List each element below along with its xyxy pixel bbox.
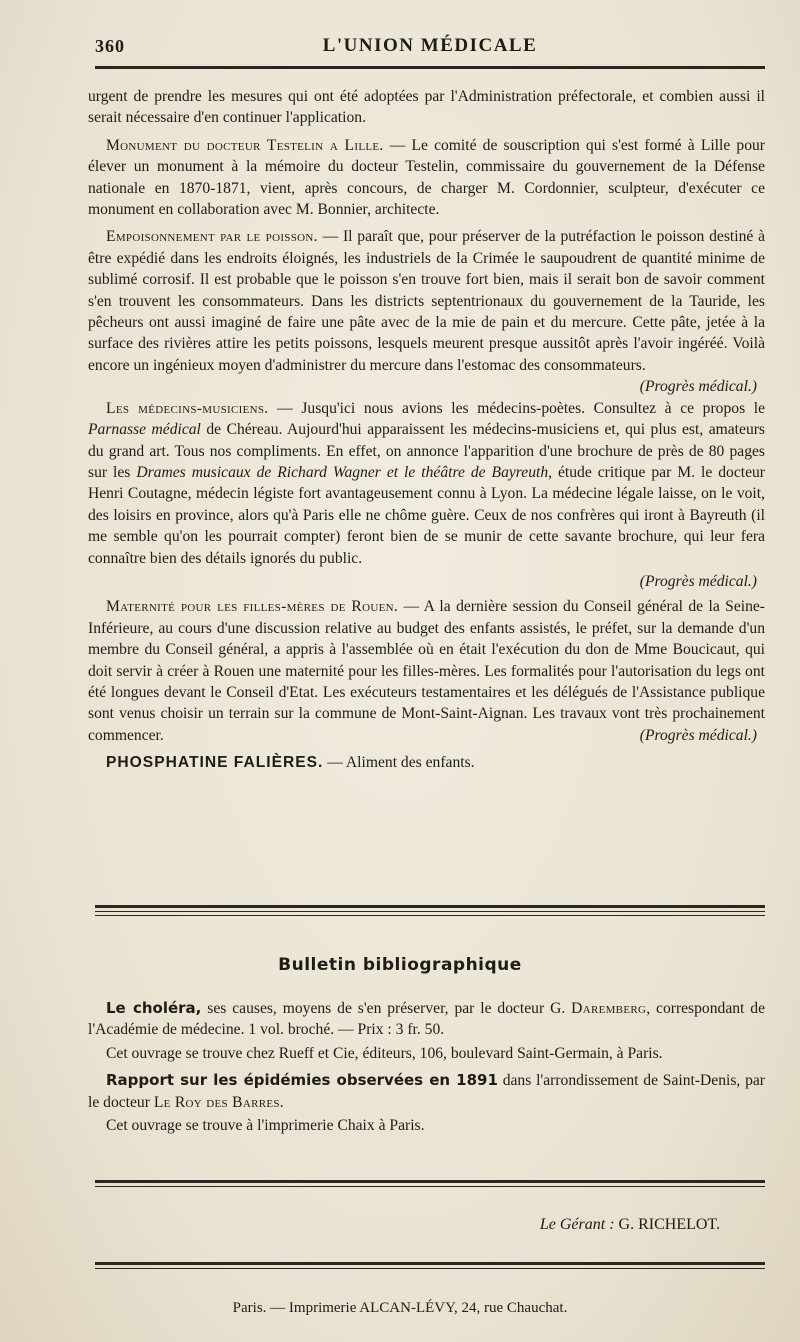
news-body: étude critique par M. le docteur Henri Coutagne, médecin légiste fort avantageusement connu à Lyon. La médecine légale laisse, on le voit, des loisirs en province, alors qu'à Paris elle ne chôme guère. Ceux de nos confrères qui iront à Bayreuth (il me semble qu'on les pourrait compter) feront bien de se munir de cette savante brochure, qui leur fera connaître bien des détails ignorés du public. xyxy=(88,463,765,567)
footer-rule xyxy=(95,1186,765,1187)
header-rule xyxy=(95,66,765,69)
news-heading: Les médecins-musiciens. xyxy=(106,399,269,417)
footer-rule xyxy=(95,1180,765,1183)
printer-imprint: Paris. — Imprimerie ALCAN-LÉVY, 24, rue Chauchat. xyxy=(232,1300,568,1316)
gerant-signature xyxy=(540,1216,720,1234)
news-source: (Progrès médical.) xyxy=(639,572,757,590)
news-body: — Le comité de souscription qui s'est formé à Lille pour élever un monument à la mémoire du docteur Testelin, commissaire du gouvernement de la Défense nationale en 1870-1871, vient, après concours, de charger M. Cordonnier, sculpteur, d'exécuter ce monument en collaboration avec M. Bonnier, architecte. xyxy=(88,136,765,219)
book-title: Drames musicaux de Richard Wagner et le théâtre de Bayreuth, xyxy=(136,463,553,481)
news-body: — A la dernière session du Conseil général de la Seine-Inférieure, au cours d'une discussion relative au budget des enfants assistés, le préfet, sur la demande d'un membre du Conseil général, a appris à l'assemblée où en était l'exécution du don de Mme Boucicaut, qui doit servir à créer à Rouen une maternité pour les filles-mères. Les formalités pour l'autorisation du legs ont été longues devant le Conseil d'Etat. Les exécuteurs testamentaires et les délégués de l'Assistance publique sont venus choisir un terrain sur la commune de Mont-Saint-Aignan. Les travaux vont très prochainement commencer. xyxy=(88,598,765,744)
gerant-label: Le Gérant : xyxy=(539,1216,615,1233)
page-number: 360 xyxy=(95,36,125,56)
bib-text: dans l'arrondissement de Saint-Denis, par le docteur xyxy=(88,1072,765,1111)
ad-brand: PHOSPHATINE FALIÈRES. xyxy=(106,754,324,772)
bibliography xyxy=(88,998,765,1138)
bib-title: Rapport sur les épidémies observées en 1891 xyxy=(106,1071,498,1090)
bib-title: Le choléra, xyxy=(106,999,202,1017)
news-item-musiciens xyxy=(88,398,765,569)
section-rule xyxy=(95,915,765,916)
book-title: Parnasse médical xyxy=(88,421,201,439)
bib-text: , correspondant de l'Académie de médecine. 1 vol. broché. — Prix : 3 fr. 50. xyxy=(88,1000,765,1039)
news-heading: Maternité pour les filles-mères de Rouen. xyxy=(106,598,399,616)
bulletin-title: Bulletin bibliographique xyxy=(278,955,522,975)
news-source: (Progrès médical.) xyxy=(639,378,757,396)
bib-entry xyxy=(88,998,765,1041)
intro-paragraph: urgent de prendre les mesures qui ont été adoptées par l'Administration préfectorale, et combien aussi il serait nécessaire d'en continuer l'application. xyxy=(88,88,765,127)
news-item-maternite xyxy=(88,596,765,746)
section-rule xyxy=(95,905,765,908)
news-heading: Empoisonnement par le poisson. xyxy=(106,228,318,246)
footer-rule xyxy=(95,1268,765,1269)
news-body: de Chéreau. Aujourd'hui apparaissent les médecins-musiciens et, qui plus est, amateurs du grand art. Tous nos compliments. En effet, on annonce l'apparition d'une brochure de près de 80 pages sur les xyxy=(88,421,765,481)
bib-note: Cet ouvrage se trouve chez Rueff et Cie, éditeurs, 106, boulevard Saint-Germain, à Paris. xyxy=(106,1044,663,1062)
news-item-testelin xyxy=(88,135,765,221)
bib-author: Daremberg xyxy=(571,1000,647,1017)
footer-rule xyxy=(95,1262,765,1265)
news-heading: Monument du docteur Testelin a Lille. xyxy=(106,136,384,154)
news-item-poisson xyxy=(88,226,765,396)
bib-text: ses causes, moyens de s'en préserver, par le docteur G. xyxy=(201,1000,572,1017)
gerant-name: G. RICHELOT. xyxy=(614,1216,720,1233)
news-source: (Progrès médical.) xyxy=(639,726,757,744)
page-header xyxy=(95,34,765,60)
advertisement xyxy=(88,752,765,773)
bib-author: Le Roy des Barres xyxy=(153,1093,280,1111)
bib-note: Cet ouvrage se trouve à l'imprimerie Chaix à Paris. xyxy=(106,1117,425,1135)
journal-title: L'UNION MÉDICALE xyxy=(322,35,538,56)
news-body: — Jusqu'ici nous avions les médecins-poètes. Consultez à ce propos le xyxy=(268,399,766,417)
bib-text: . xyxy=(279,1093,284,1111)
section-rule xyxy=(95,911,765,912)
ad-text: — Aliment des enfants. xyxy=(323,754,475,772)
article-text xyxy=(88,86,765,776)
bib-entry xyxy=(88,1070,765,1113)
news-body: — Il paraît que, pour préserver de la putréfaction le poisson destiné à être expédié dans les endroits éloignés, les industriels de la Crimée le saupoudrent de quantité minime de sublimé corrosif. Il est probable que le poisson s'en trouve fort bien, mais il serait bon de savoir comment s'en trouvent les consommateurs. Dans les districts septentrionaux du gouvernement de la Tauride, les pêcheurs ont aussi imaginé de faire une pâte avec de la mie de pain et du mercure. Cette pâte, jetée à la surface des rivières attire les petits poissons, lesquels meurent presque aussitôt après l'avoir ingéréé. Voilà encore un ingénieux moyen d'administrer du mercure dans l'estomac des consommateurs. xyxy=(88,228,765,374)
